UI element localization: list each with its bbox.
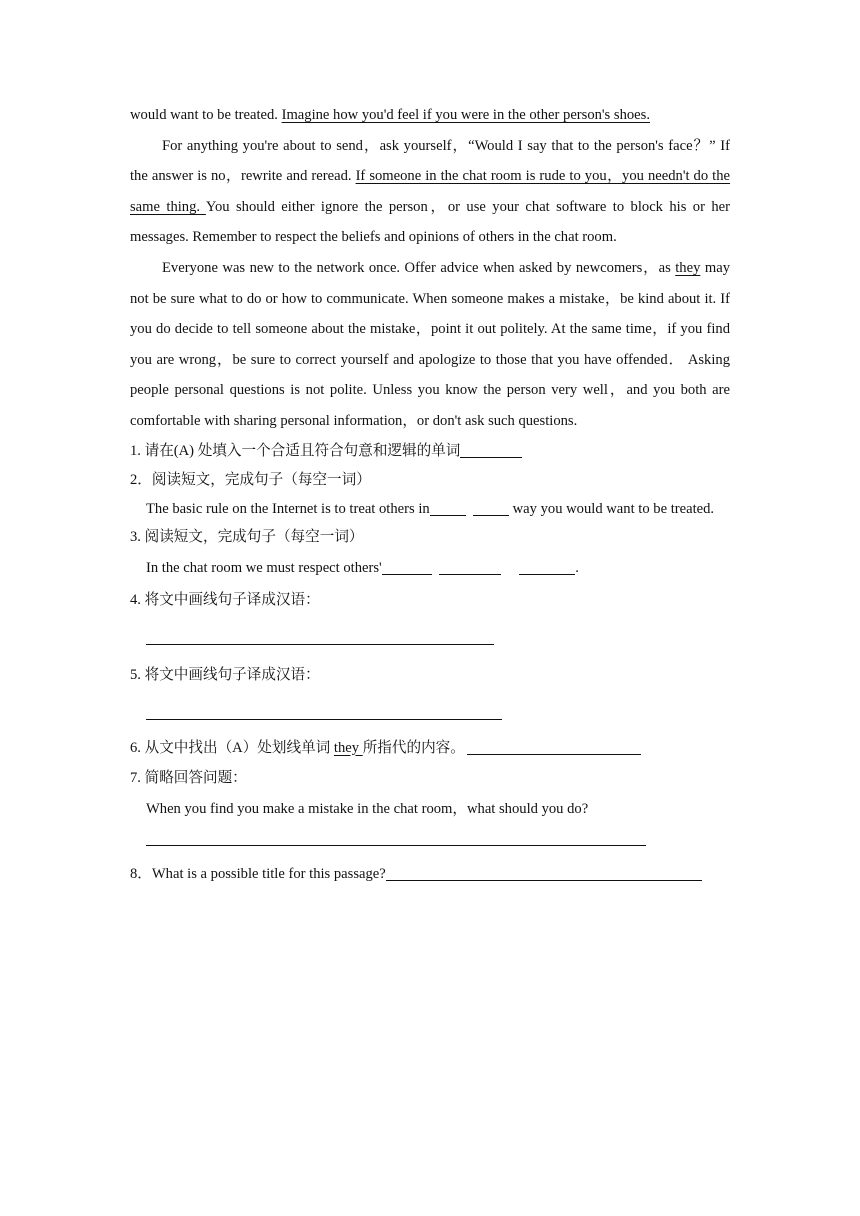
- answer-blank[interactable]: [382, 559, 432, 575]
- question-3-sentence: [130, 552, 730, 584]
- question-3-text-a: In the chat room we must respect others': [146, 559, 382, 576]
- question-2: [130, 466, 730, 495]
- question-7-prompt: [130, 795, 730, 824]
- question-4-text: 4. 将文中画线句子译成汉语：: [130, 591, 320, 608]
- question-2-sentence: [130, 495, 730, 523]
- question-7: [130, 764, 730, 793]
- passage-paragraph-3: [130, 253, 730, 437]
- passage-text: For anything you're about to send，ask yourself，“Would I say that to the person's face？” If the answer is no，rewrite and reread.: [130, 137, 730, 185]
- question-7-text: 7. 简略回答问题：: [130, 769, 247, 786]
- question-2-text-a: The basic rule on the Internet is to treat others in: [146, 500, 430, 517]
- question-8-text: 8．What is a possible title for this passage?: [130, 865, 386, 882]
- question-5: [130, 661, 730, 690]
- question-2-text: 2．阅读短文，完成句子（每空一词）: [130, 471, 371, 488]
- question-1: [130, 437, 730, 466]
- underlined-word-they: they: [675, 259, 701, 276]
- passage-text: You should either ignore the person，or use your chat software to block his or her messages. Remember to respect the beliefs and opinions of others in the chat room.: [130, 198, 731, 246]
- question-4: [130, 586, 730, 615]
- question-6-text-a: 6. 从文中找出（A）处划线单词: [130, 739, 334, 756]
- question-3: [130, 523, 730, 552]
- worksheet-page: [130, 100, 730, 889]
- answer-blank[interactable]: [467, 739, 641, 755]
- answer-line-5[interactable]: [146, 718, 502, 720]
- question-6: [130, 734, 730, 763]
- question-3-period: .: [575, 559, 579, 576]
- passage-paragraph-2: [130, 131, 730, 253]
- question-6-text-b: 所指代的内容。: [362, 739, 465, 756]
- answer-blank[interactable]: [460, 442, 522, 458]
- passage-text: may not be sure what to do or how to communicate. When someone makes a mistake，be kind about it. If you do decide to tell someone about the mistake，point it out politely. At the same time，if you find you are wrong，be sure to correct yourself and apologize to those that you have offended． Asking people personal questions is not polite. Unless you know the person very well，and you both are comfortable with sharing personal information，or don't ask such questions.: [130, 259, 730, 429]
- underlined-word-they: they: [333, 739, 363, 756]
- question-2-text-b: way you would want to be treated.: [508, 500, 715, 517]
- passage-paragraph-1: [130, 100, 730, 131]
- answer-blank[interactable]: [430, 500, 466, 516]
- question-3-text: 3. 阅读短文，完成句子（每空一词）: [130, 528, 364, 545]
- answer-blank[interactable]: [473, 500, 509, 516]
- question-1-text: 1. 请在(A) 处填入一个合适且符合句意和逻辑的单词: [130, 442, 461, 459]
- underlined-sentence-1: Imagine how you'd feel if you were in the other person's shoes.: [281, 107, 650, 123]
- underlined-sentence-2: If someone in the chat room is rude to you，you needn't do the same thing.: [130, 168, 730, 215]
- question-5-text: 5. 将文中画线句子译成汉语：: [130, 666, 320, 683]
- passage-text: Everyone was new to the network once. Offer advice when asked by newcomers，as: [162, 259, 676, 276]
- answer-line-7[interactable]: [146, 844, 646, 846]
- answer-line-4[interactable]: [146, 643, 494, 645]
- passage-text: would want to be treated.: [130, 107, 282, 123]
- answer-blank[interactable]: [519, 559, 575, 575]
- answer-blank[interactable]: [439, 559, 501, 575]
- question-8: [130, 860, 730, 889]
- answer-blank[interactable]: [386, 865, 702, 881]
- question-7-question: When you find you make a mistake in the chat room，what should you do?: [146, 800, 589, 817]
